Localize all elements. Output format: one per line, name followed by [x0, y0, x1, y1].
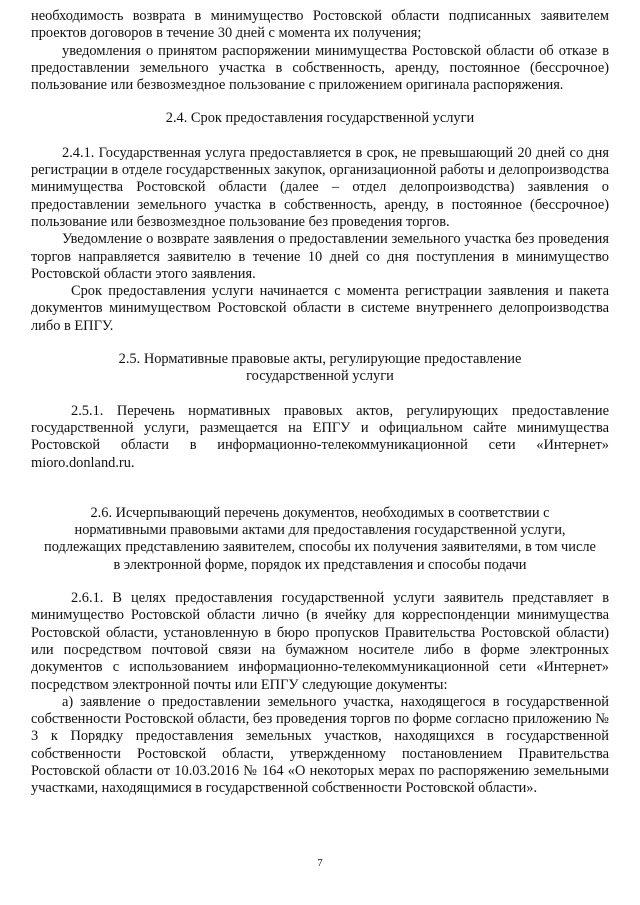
section-heading-2-4: 2.4. Срок предоставления государственной услуги — [165, 110, 475, 127]
section-heading-2-5-line2: государственной услуги — [246, 368, 394, 385]
section-heading-2-6-line1: 2.6. Исчерпывающий перечень документов, необходимых в соответствии с — [90, 504, 550, 521]
paragraph-refusal-notice: уведомления о принятом распоряжении минимущества Ростовской области об отказе в предоставлении земельного участка в собственность, аренду, постоянное (бессрочное) пользование или безвозмездное пользование с приложением оригинала распоряжения. — [31, 42, 609, 94]
paragraph-service-start: Срок предоставления услуги начинается с момента регистрации заявления и пакета документов минимуществом Ростовской области в системе внутреннего делопроизводства либо в ЕПГУ. — [31, 283, 609, 334]
section-heading-2-5-line1: 2.5. Нормативные правовые акты, регулирующие предоставление — [118, 351, 522, 368]
page-number: 7 — [317, 857, 323, 869]
section-heading-2-6-line4: в электронной форме, порядок их представления и способы подачи — [113, 556, 527, 573]
paragraph-return-contracts: необходимость возврата в минимущество Ростовской области подписанных заявителем проектов договоров в течение 30 дней с момента их получения; — [31, 8, 609, 42]
section-heading-2-6-line2: нормативными правовыми актами для предоставления государственной услуги, — [74, 522, 566, 539]
section-heading-2-6-line3: подлежащих представлению заявителем, способы их получения заявителями, в том числе — [44, 539, 596, 556]
section-heading-2-5 — [31, 351, 609, 386]
paragraph-return-notice: Уведомление о возврате заявления о предоставлении земельного участка без проведения торгов направляется заявителю в течение 10 дней со дня поступления в минимущество Ростовской области этого заявления. — [31, 231, 609, 282]
paragraph-2-5-1: 2.5.1. Перечень нормативных правовых актов, регулирующих предоставление государственной услуги, размещается на ЕПГУ и официальном сайте минимущества Ростовской области в информационно-телекоммуникационной сети «Интернет» mioro.donland.ru. — [31, 402, 609, 471]
section-heading-2-6 — [31, 505, 609, 574]
document-page — [31, 8, 609, 798]
paragraph-2-6-1-a: а) заявление о предоставлении земельного участка, находящегося в государственной собственности Ростовской области, без проведения торгов по форме согласно приложению № 3 к Порядку предоставления земельных участков, находящихся в государственной собственности Ростовской области, утвержденному постановлением Правительства Ростовской области от 10.03.2016 № 164 «О некоторых мерах по распоряжению земельными участками, находящимися в государственной собственности Ростовской области». — [31, 693, 609, 797]
paragraph-2-6-1: 2.6.1. В целях предоставления государственной услуги заявитель представляет в минимущество Ростовской области лично (в ячейку для корреспонденции минимущества Ростовской области, установленную в бюро пропусков Правительства Ростовской области) или посредством почтовой связи на бумажном носителе либо в форме электронных документов с использованием информационно-телекоммуникационной сети «Интернет» посредством электронной почты или ЕПГУ следующие документы: — [31, 590, 609, 693]
paragraph-2-4-1: 2.4.1. Государственная услуга предоставляется в срок, не превышающий 20 дней со дня регистрации в отделе государственных закупок, организационной работы и делопроизводства минимущества Ростовской области (далее – отдел делопроизводства) заявления о предоставлении земельного участка в собственность, аренду, в постоянное (бессрочное) пользование или безвозмездное пользование без проведения торгов. — [31, 144, 609, 230]
